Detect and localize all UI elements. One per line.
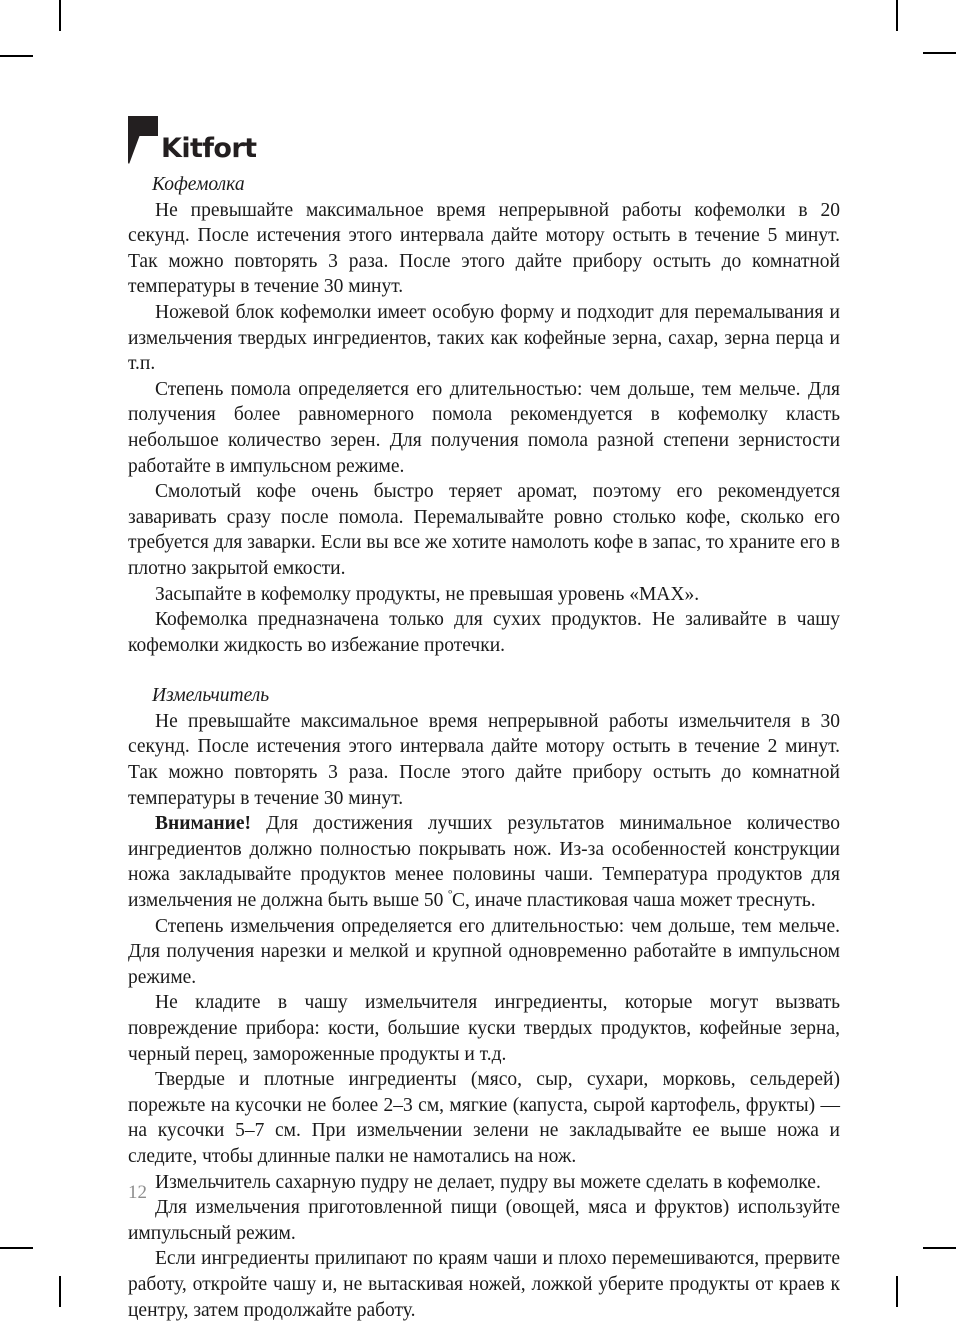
warning-text-before: Для достижения лучших результатов минимальное количество ингредиентов должно полностью покрывать нож. Из-за особенностей конструкции ножа закладывайте продуктов менее половины чаши. Температура продуктов для измельчения не должна быть выше 50 — [128, 813, 840, 912]
warning-paragraph — [128, 811, 840, 913]
page-number: 12 — [128, 1182, 147, 1203]
paragraph: Не кладите в чашу измельчителя ингредиенты, которые могут вызвать повреждение прибора: кости, большие куски твердых продуктов, кофейные зерна, черный перец, замороженные продукты и т.д. — [128, 992, 840, 1065]
page-content-area — [128, 0, 840, 1321]
paragraph: Не превышайте максимальное время непрерывной работы кофемолки в 20 секунд. После истечения этого интервала дайте мотору остыть в течение 5 минут. Так можно повторять 3 раза. После этого дайте прибору остыть до комнатной температуры в течение 30 минут. — [128, 199, 840, 298]
degree-symbol: º — [448, 887, 453, 902]
crop-mark-top-left-vertical — [59, 0, 61, 31]
document-body — [128, 172, 840, 1323]
brand-logo — [128, 107, 256, 165]
section-heading-chopper: Измельчитель — [152, 685, 270, 707]
kitfort-flag-icon — [128, 116, 158, 165]
brand-name: Kitfort — [161, 133, 257, 164]
paragraph: Для измельчения приготовленной пищи (овощей, мяса и фруктов) используйте импульсный режим. — [128, 1197, 840, 1244]
paragraph: Степень помола определяется его длительностью: чем дольше, тем мельче. Для получения более равномерного помола рекомендуется в кофемолку класть небольшое количество зерен. Для получения помола разной степени зернистости работайте в импульсном режиме. — [128, 378, 840, 477]
warning-text-after: C, иначе пластиковая чаша может треснуть. — [452, 890, 816, 912]
paragraph: Твердые и плотные ингредиенты (мясо, сыр, сухари, морковь, сельдерей) порежьте на кусочки не более 2–3 см, мягкие (капуста, сырой картофель, фрукты) — на кусочки 5–7 см. При измельчении зелени не закладывайте ее выше ножа и следите, чтобы длинные палки не намотались на нож. — [128, 1069, 840, 1167]
paragraph: Ножевой блок кофемолки имеет особую форму и подходит для перемалывания и измельчения твердых ингредиентов, таких как кофейные зерна, сахар, зерна перца и т.п. — [128, 301, 840, 375]
paragraph: Смолотый кофе очень быстро теряет аромат, поэтому его рекомендуется заваривать сразу после помола. Перемалывайте ровно столько кофе, сколько его требуется для заварки. Если вы все же хотите намолоть кофе в запас, то храните его в плотно закрытой емкости. — [128, 481, 840, 579]
crop-mark-bottom-left-vertical — [59, 1276, 61, 1307]
paragraph: Не превышайте максимальное время непрерывной работы измельчителя в 30 секунд. После истечения этого интервала дайте мотору остыть в течение 2 минут. Так можно повторять 3 раза. После этого дайте прибору остыть до комнатной температуры в течение 30 минут. — [128, 710, 840, 809]
section-heading-coffee-grinder: Кофемолка — [152, 174, 245, 195]
crop-mark-top-right-vertical — [896, 0, 898, 31]
paragraph: Степень измельчения определяется его длительностью: чем дольше, тем мельче. Для получения нарезки и мелкой и крупной одновременно работайте в импульсном режиме. — [128, 915, 840, 988]
paragraph: Измельчитель сахарную пудру не делает, пудру вы можете сделать в кофемолке. — [155, 1171, 821, 1193]
section-spacer — [128, 658, 840, 683]
crop-mark-top-left-horizontal — [0, 55, 33, 57]
paragraph: Если ингредиенты прилипают по краям чаши и плохо перемешиваются, прервите работу, откройте чашу и, не вытаскивая ножей, ложкой уберите продукты от краев к центру, затем продолжайте работу. — [128, 1248, 840, 1321]
paragraph: Засыпайте в кофемолку продукты, не превышая уровень «MAX». — [155, 583, 700, 605]
crop-mark-bottom-left-horizontal — [0, 1247, 33, 1249]
crop-mark-bottom-right-horizontal — [923, 1247, 956, 1249]
paragraph: Кофемолка предназначена только для сухих продуктов. Не заливайте в чашу кофемолки жидкость во избежание протечки. — [128, 609, 840, 656]
crop-mark-top-right-horizontal — [923, 52, 956, 54]
warning-label: Внимание! — [155, 813, 251, 835]
crop-mark-bottom-right-vertical — [896, 1276, 898, 1307]
